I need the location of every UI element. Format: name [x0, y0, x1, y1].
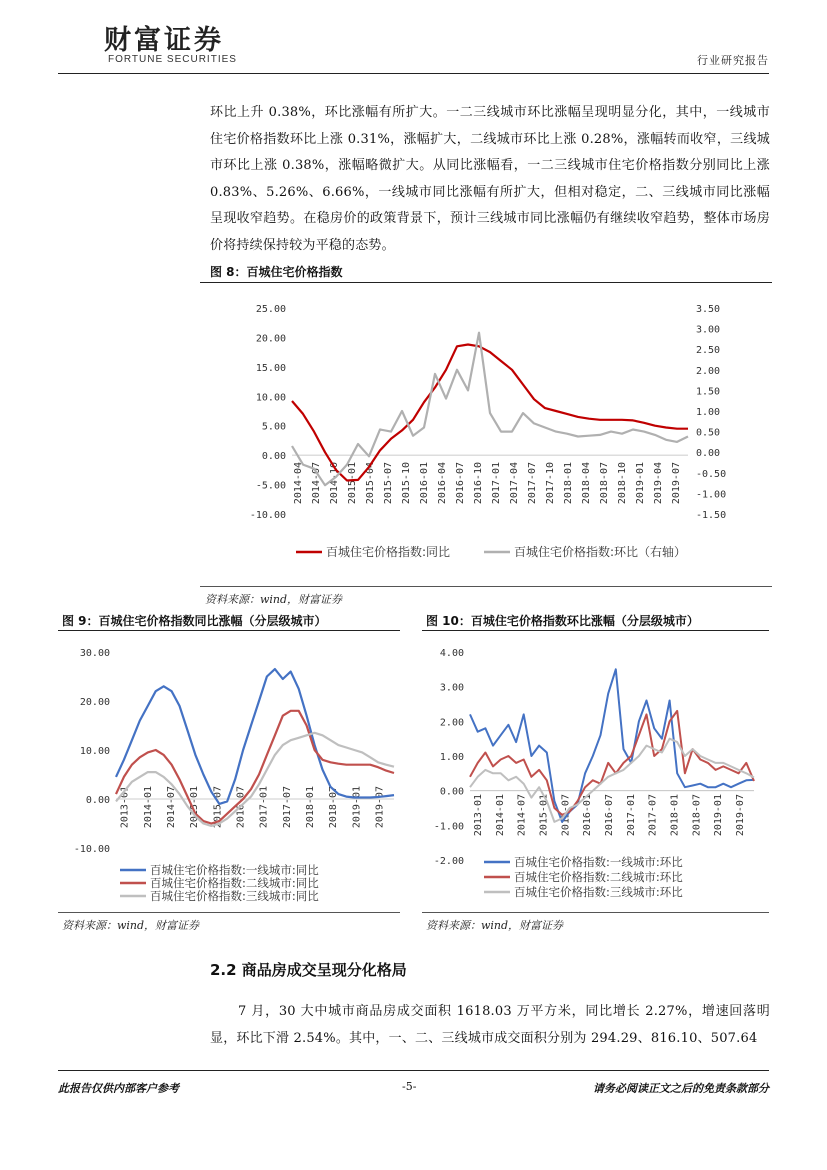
fig9-chart: [58, 638, 400, 908]
footer-notice: 请务必阅读正文之后的免责条款部分: [593, 1082, 769, 1095]
legend-label: 百城住宅价格指数:一线城市:同比: [150, 863, 319, 877]
x-tick-label: 2018-07: [691, 794, 703, 837]
legend-label: 百城住宅价格指数:同比: [326, 545, 451, 559]
x-tick-label: 2013-01: [119, 786, 131, 829]
x-tick-label: 2015-07: [212, 786, 224, 829]
header-divider: [58, 73, 769, 74]
x-tick-label: 2018-07: [328, 786, 340, 829]
x-tick-label: 2019-01: [713, 794, 725, 837]
x-tick-label: 2017-04: [509, 462, 520, 505]
x-tick-label: 2016-10: [473, 462, 484, 505]
y2-tick-label: 1.00: [696, 407, 721, 418]
x-tick-label: 2018-04: [581, 462, 592, 505]
section-heading: 2.2 商品房成交呈现分化格局: [210, 961, 407, 979]
y-tick-label: 15.00: [255, 362, 286, 374]
y-tick-label: 10.00: [255, 392, 286, 404]
x-tick-label: 2019-07: [735, 794, 747, 837]
x-tick-label: 2016-01: [419, 462, 430, 505]
y2-tick-label: 3.50: [696, 304, 721, 315]
x-tick-label: 2019-04: [653, 462, 664, 505]
body-paragraph-2: 7 月，30 大中城市商品房成交面积 1618.03 万平方米，同比增长 2.27%，增速回落明显，环比下滑 2.54%。其中，一、二、三线城市成交面积分别为 294.29、816.10、507.64: [210, 1004, 770, 1046]
y2-tick-label: 0.00: [696, 448, 721, 460]
x-tick-label: 2017-07: [281, 786, 293, 829]
y-tick-label: 30.00: [79, 648, 110, 659]
x-tick-label: 2018-01: [304, 786, 316, 829]
legend-label: 百城住宅价格指数:三线城市:环比: [514, 885, 683, 899]
x-tick-label: 2017-01: [625, 794, 637, 837]
y-tick-label: -1.00: [433, 821, 464, 833]
x-tick-label: 2015-04: [365, 462, 376, 505]
y-tick-label: 5.00: [261, 421, 286, 433]
fig8-top-rule: [200, 282, 772, 283]
x-tick-label: 2016-07: [604, 794, 615, 837]
y-tick-label: 0.00: [261, 451, 286, 463]
y2-tick-label: 2.50: [696, 345, 721, 357]
x-tick-label: 2014-04: [293, 462, 304, 505]
y-tick-label: 20.00: [255, 333, 286, 345]
y-tick-label: 25.00: [255, 304, 286, 315]
body-paragraph-1: 环比上升 0.38%，环比涨幅有所扩大。一二三线城市环比涨幅呈现明显分化，其中，一线城市住宅价格指数环比上涨 0.31%，涨幅扩大，二线城市环比上涨 0.28%，涨幅转而收窄，三线城市环比上涨 0.38%，涨幅略微扩大。从同比涨幅看，一二三线城市住宅价格指数分别同比上涨 0.83%、5.26%、6.66%，一线城市同比涨幅有所扩大，但相对稳定，二、三线城市同比涨幅呈现收窄趋势。在稳房价的政策背景下，预计三线城市同比涨幅仍有继续收窄趋势，整体市场房价将持续保持较为平稳的态势。: [210, 105, 770, 253]
fig9-source: 资料来源：wind，财富证券: [62, 919, 200, 932]
x-tick-label: 2013-01: [472, 794, 484, 837]
legend-label: 百城住宅价格指数:二线城市:同比: [150, 876, 319, 890]
legend-label: 百城住宅价格指数:环比（右轴）: [514, 545, 687, 559]
x-tick-label: 2015-07: [560, 794, 572, 837]
fig10-top-rule: [422, 630, 769, 631]
x-tick-label: 2014-07: [516, 794, 528, 837]
x-tick-label: 2017-07: [647, 794, 659, 837]
x-tick-label: 2019-07: [374, 786, 386, 829]
x-tick-label: 2017-10: [545, 462, 556, 505]
fig9-top-rule: [58, 630, 400, 631]
y-tick-label: -10.00: [249, 510, 286, 521]
fig10-bottom-rule: [422, 912, 769, 913]
x-tick-label: 2015-10: [401, 462, 412, 505]
fig10-source: 资料来源：wind，财富证券: [426, 919, 564, 932]
x-tick-label: 2017-01: [491, 462, 502, 505]
x-tick-label: 2016-04: [437, 462, 448, 505]
y2-tick-label: -1.00: [696, 489, 727, 501]
fig10-title: 图 10：百城住宅价格指数环比涨幅（分层级城市）: [426, 614, 699, 628]
x-tick-label: 2019-01: [635, 462, 646, 505]
y2-tick-label: 2.00: [696, 365, 721, 377]
x-tick-label: 2016-01: [582, 794, 594, 837]
y2-tick-label: -1.50: [696, 510, 727, 521]
footer-divider: [58, 1070, 769, 1071]
y-tick-label: 0.00: [85, 795, 110, 806]
y-tick-label: -10.00: [73, 844, 110, 855]
x-tick-label: 2015-01: [347, 462, 358, 505]
x-tick-label: 2014-01: [142, 786, 154, 829]
x-tick-label: 2017-07: [527, 462, 538, 505]
x-tick-label: 2018-10: [617, 462, 628, 505]
brand-logo-english: FORTUNE SECURITIES: [108, 54, 237, 65]
fig8-source: 资料来源：wind，财富证券: [205, 593, 343, 606]
x-tick-label: 2017-01: [258, 786, 270, 829]
fig10-chart: [422, 638, 769, 908]
x-tick-label: 2018-01: [563, 462, 574, 505]
x-tick-label: 2014-01: [494, 794, 506, 837]
x-tick-label: 2014-07: [165, 786, 177, 829]
x-tick-label: 2014-07: [311, 462, 322, 505]
brand-logo: 财富证券: [104, 25, 224, 56]
x-tick-label: 2016-07: [235, 786, 247, 829]
y-tick-label: -2.00: [433, 856, 464, 867]
x-tick-label: 2018-01: [669, 794, 681, 837]
x-tick-label: 2019-01: [351, 786, 363, 829]
fig8-bottom-rule: [200, 586, 772, 587]
y2-tick-label: 1.50: [696, 386, 721, 398]
x-tick-label: 2016-07: [455, 462, 466, 505]
legend-label: 百城住宅价格指数:二线城市:环比: [514, 870, 683, 884]
y2-tick-label: 0.50: [696, 427, 721, 439]
y-tick-label: 3.00: [439, 682, 464, 694]
fig9-bottom-rule: [58, 912, 400, 913]
y-tick-label: 10.00: [79, 746, 110, 757]
y-tick-label: 4.00: [439, 648, 464, 659]
page-number: -5-: [402, 1080, 417, 1093]
y-tick-label: -5.00: [255, 480, 286, 492]
report-type: 行业研究报告: [697, 54, 769, 67]
y-tick-label: 0.00: [439, 786, 464, 798]
fig9-title: 图 9：百城住宅价格指数同比涨幅（分层级城市）: [62, 614, 327, 628]
y-tick-label: 1.00: [439, 752, 464, 763]
x-tick-label: 2015-07: [383, 462, 394, 505]
legend-label: 百城住宅价格指数:三线城市:同比: [150, 889, 319, 903]
fig8-chart: [200, 290, 772, 580]
y-tick-label: 20.00: [79, 697, 110, 708]
y-tick-label: 2.00: [439, 717, 464, 729]
legend-label: 百城住宅价格指数:一线城市:环比: [514, 855, 683, 869]
x-tick-label: 2015-01: [189, 786, 201, 829]
x-tick-label: 2014-10: [329, 462, 340, 505]
y2-tick-label: -0.50: [696, 468, 727, 480]
footer-disclaimer: 此报告仅供内部客户参考: [58, 1082, 179, 1095]
x-tick-label: 2019-07: [671, 462, 682, 505]
x-tick-label: 2018-07: [599, 462, 610, 505]
x-tick-label: 2015-01: [538, 794, 550, 837]
y2-tick-label: 3.00: [696, 324, 721, 336]
fig8-title: 图 8：百城住宅价格指数: [210, 265, 343, 279]
